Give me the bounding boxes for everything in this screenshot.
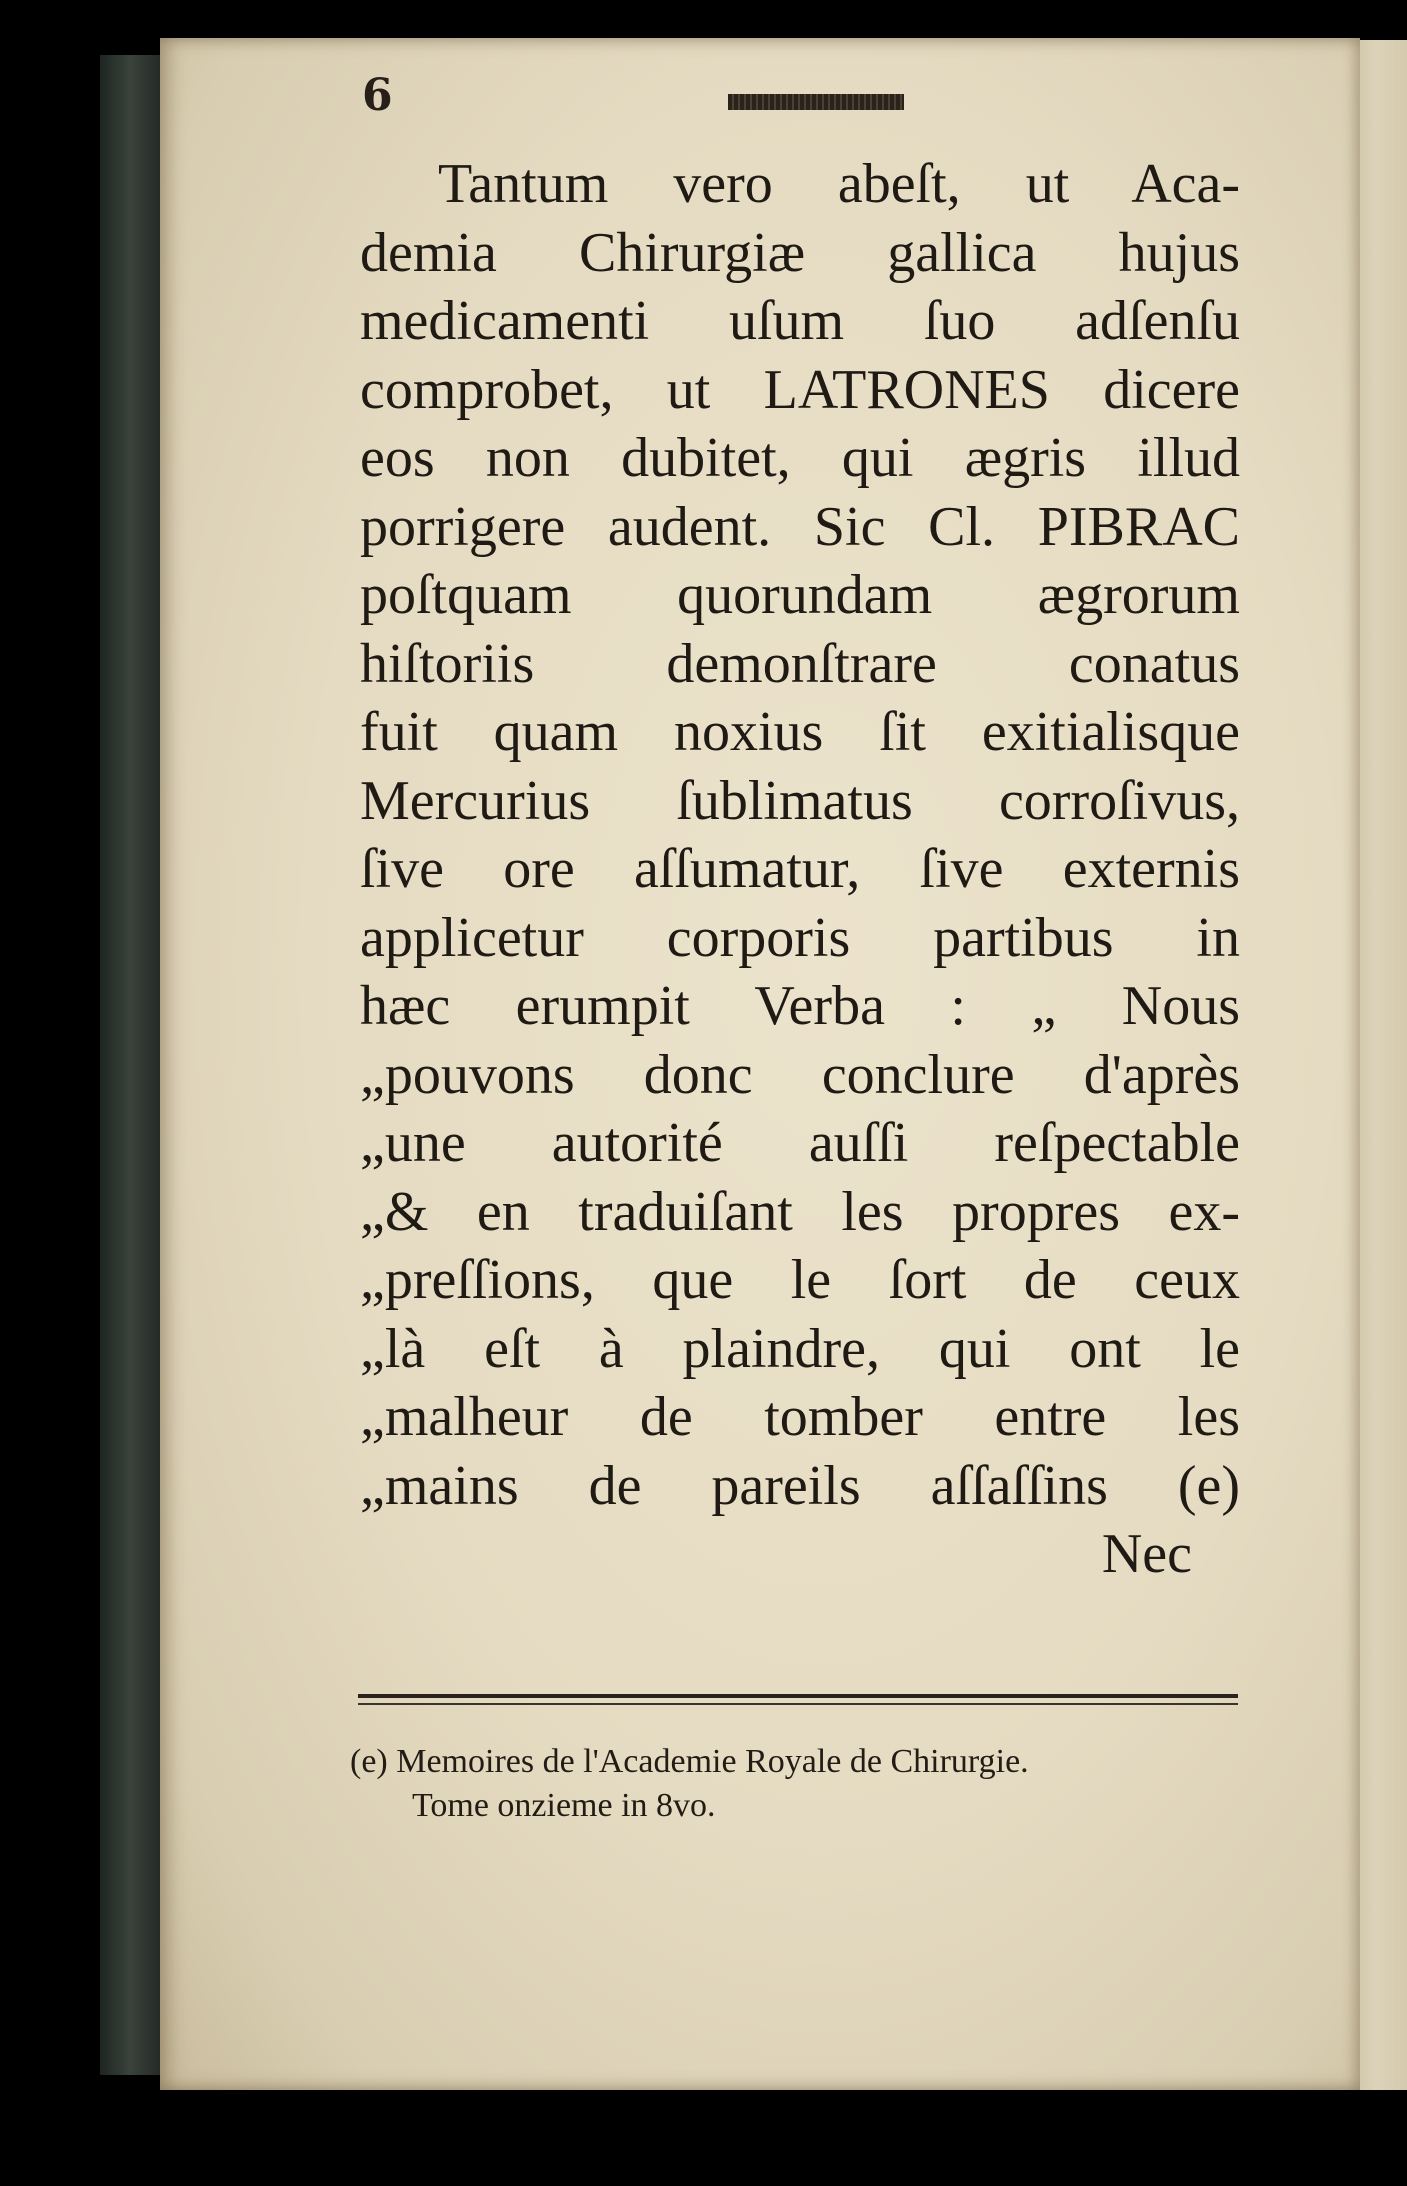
footnote-line: (e) Memoires de l'Academie Royale de Chirurgie.: [350, 1743, 1029, 1780]
text-line: „une autorité auſſi reſpectable: [360, 1112, 1240, 1174]
text-line: „là eſt à plaindre, qui ont le: [360, 1317, 1240, 1380]
text-line: „mains de pareils aſſaſſins (e): [360, 1454, 1240, 1517]
footnote-rule: [358, 1694, 1238, 1698]
footnote-rule-thin: [358, 1703, 1238, 1705]
text-line: Tantum vero abeſt, ut Aca-: [438, 153, 1240, 215]
text-line: applicetur corporis partibus in: [360, 906, 1240, 969]
text-line: Mercurius ſublimatus corroſivus,: [360, 769, 1240, 832]
body-text: [360, 150, 1240, 1589]
text-line: „pouvons donc conclure d'après: [360, 1043, 1240, 1106]
header-ornament: [728, 94, 904, 110]
catchword: Nec: [1101, 1523, 1192, 1585]
footnote: [350, 1740, 1250, 1828]
footnote-line: Tome onzieme in 8vo.: [412, 1787, 716, 1824]
text-line: „preſſions, que le ſort de ceux: [360, 1249, 1240, 1311]
page-number: 6: [362, 70, 393, 121]
text-line: „malheur de tomber entre les: [360, 1386, 1240, 1448]
text-line: porrigere audent. Sic Cl. PIBRAC: [360, 495, 1240, 558]
text-line: ſive ore aſſumatur, ſive externis: [360, 838, 1240, 900]
text-line: comprobet, ut LATRONES dicere: [360, 358, 1240, 421]
text-line: medicamenti uſum ſuo adſenſu: [360, 290, 1240, 352]
text-line: hiſtoriis demonſtrare conatus: [360, 632, 1240, 695]
text-line: fuit quam noxius ſit exitialisque: [360, 701, 1240, 763]
text-line: „& en traduiſant les propres ex-: [360, 1180, 1240, 1243]
text-line: hæc erumpit Verba : „ Nous: [360, 975, 1240, 1037]
text-line: demia Chirurgiæ gallica hujus: [360, 221, 1240, 284]
text-line: poſtquam quorundam ægrorum: [360, 564, 1240, 626]
text-line: eos non dubitet, qui ægris illud: [360, 427, 1240, 489]
